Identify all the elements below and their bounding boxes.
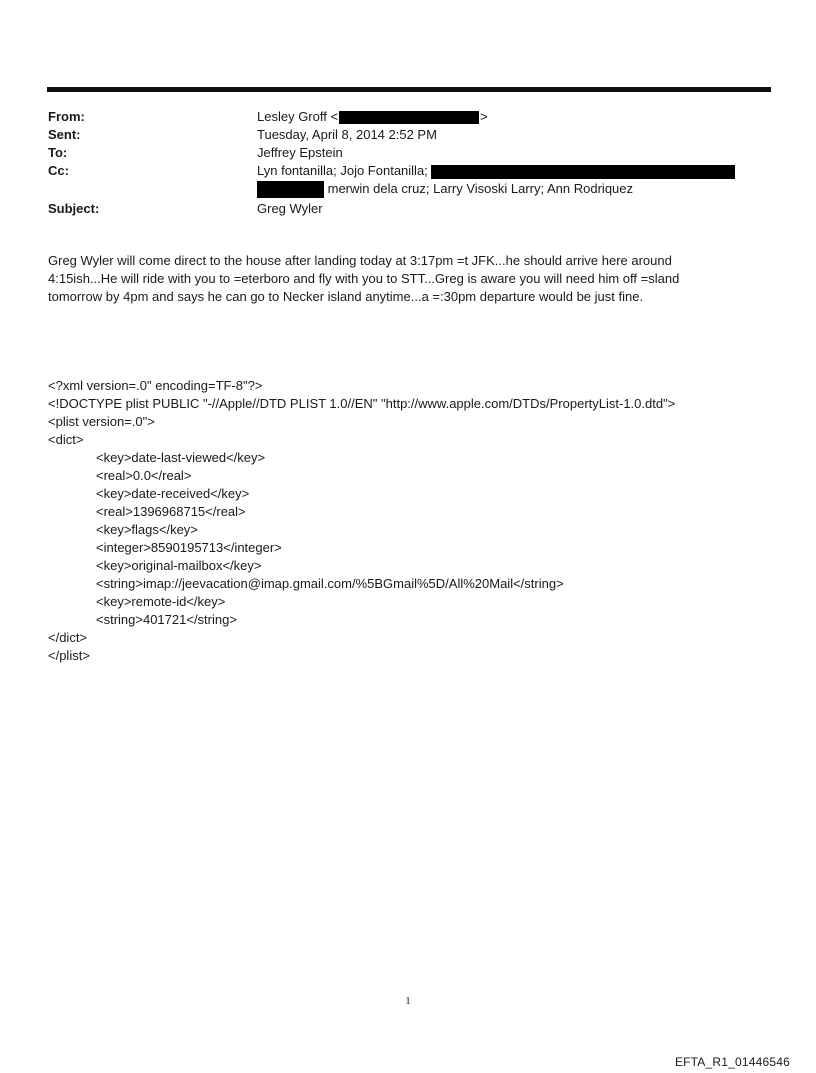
page-number: 1 — [405, 995, 411, 1007]
plist-line: <string>401721</string> — [96, 612, 237, 627]
subject-value: Greg Wyler — [257, 201, 323, 216]
plist-line: </plist> — [48, 648, 90, 663]
redaction-block — [431, 165, 735, 179]
redaction-block — [257, 181, 324, 198]
plist-line: <real>0.0</real> — [96, 468, 192, 483]
subject-label: Subject: — [48, 201, 100, 216]
from-close-bracket: > — [480, 109, 488, 124]
sent-value: Tuesday, April 8, 2014 2:52 PM — [257, 127, 437, 142]
to-value: Jeffrey Epstein — [257, 145, 343, 160]
email-header — [48, 108, 768, 218]
plist-line: <dict> — [48, 432, 84, 447]
sent-label: Sent: — [48, 127, 81, 142]
from-row — [48, 108, 768, 126]
plist-line: <key>remote-id</key> — [96, 594, 226, 609]
redaction-block — [339, 111, 479, 124]
subject-row — [48, 200, 768, 218]
email-body — [48, 252, 748, 306]
plist-line: <plist version=.0"> — [48, 414, 155, 429]
from-value — [257, 108, 488, 126]
bates-number: EFTA_R1_01446546 — [674, 1055, 790, 1069]
cc-row — [48, 162, 768, 198]
cc-names-1: Lyn fontanilla; Jojo Fontanilla; — [257, 163, 428, 178]
to-label: To: — [48, 145, 68, 160]
plist-line: <key>original-mailbox</key> — [96, 558, 262, 573]
plist-line: </dict> — [48, 630, 88, 645]
plist-metadata — [48, 377, 768, 665]
body-line: 4:15ish...He will ride with you to =eterboro and fly with you to STT...Greg is aware you will need him off =sland — [48, 271, 680, 286]
from-name: Lesley Groff — [257, 109, 327, 124]
plist-line: <key>flags</key> — [96, 522, 198, 537]
plist-line: <!DOCTYPE plist PUBLIC "-//Apple//DTD PLIST 1.0//EN" "http://www.apple.com/DTDs/PropertyList-1.0.dtd"> — [48, 396, 676, 411]
plist-line: <real>1396968715</real> — [96, 504, 246, 519]
sent-row — [48, 126, 768, 144]
plist-line: <integer>8590195713</integer> — [96, 540, 282, 555]
cc-names-2: merwin dela cruz; Larry Visoski Larry; Ann Rodriquez — [327, 181, 634, 196]
plist-line: <key>date-last-viewed</key> — [96, 450, 266, 465]
plist-line: <string>imap://jeevacation@imap.gmail.com/%5BGmail%5D/All%20Mail</string> — [96, 576, 564, 591]
header-rule — [47, 87, 771, 92]
plist-line: <key>date-received</key> — [96, 486, 250, 501]
cc-label: Cc: — [48, 163, 69, 178]
cc-line-2 — [257, 180, 735, 198]
from-open-bracket: < — [330, 109, 339, 124]
body-line: Greg Wyler will come direct to the house after landing today at 3:17pm =t JFK...he should arrive here around — [48, 253, 672, 268]
body-line: tomorrow by 4pm and says he can go to Necker island anytime...a =:30pm departure would be just fine. — [48, 289, 644, 304]
cc-value — [257, 162, 735, 198]
cc-line-1 — [257, 162, 735, 180]
to-row — [48, 144, 768, 162]
plist-line: <?xml version=.0" encoding=TF-8"?> — [48, 378, 263, 393]
from-label: From: — [48, 109, 85, 124]
